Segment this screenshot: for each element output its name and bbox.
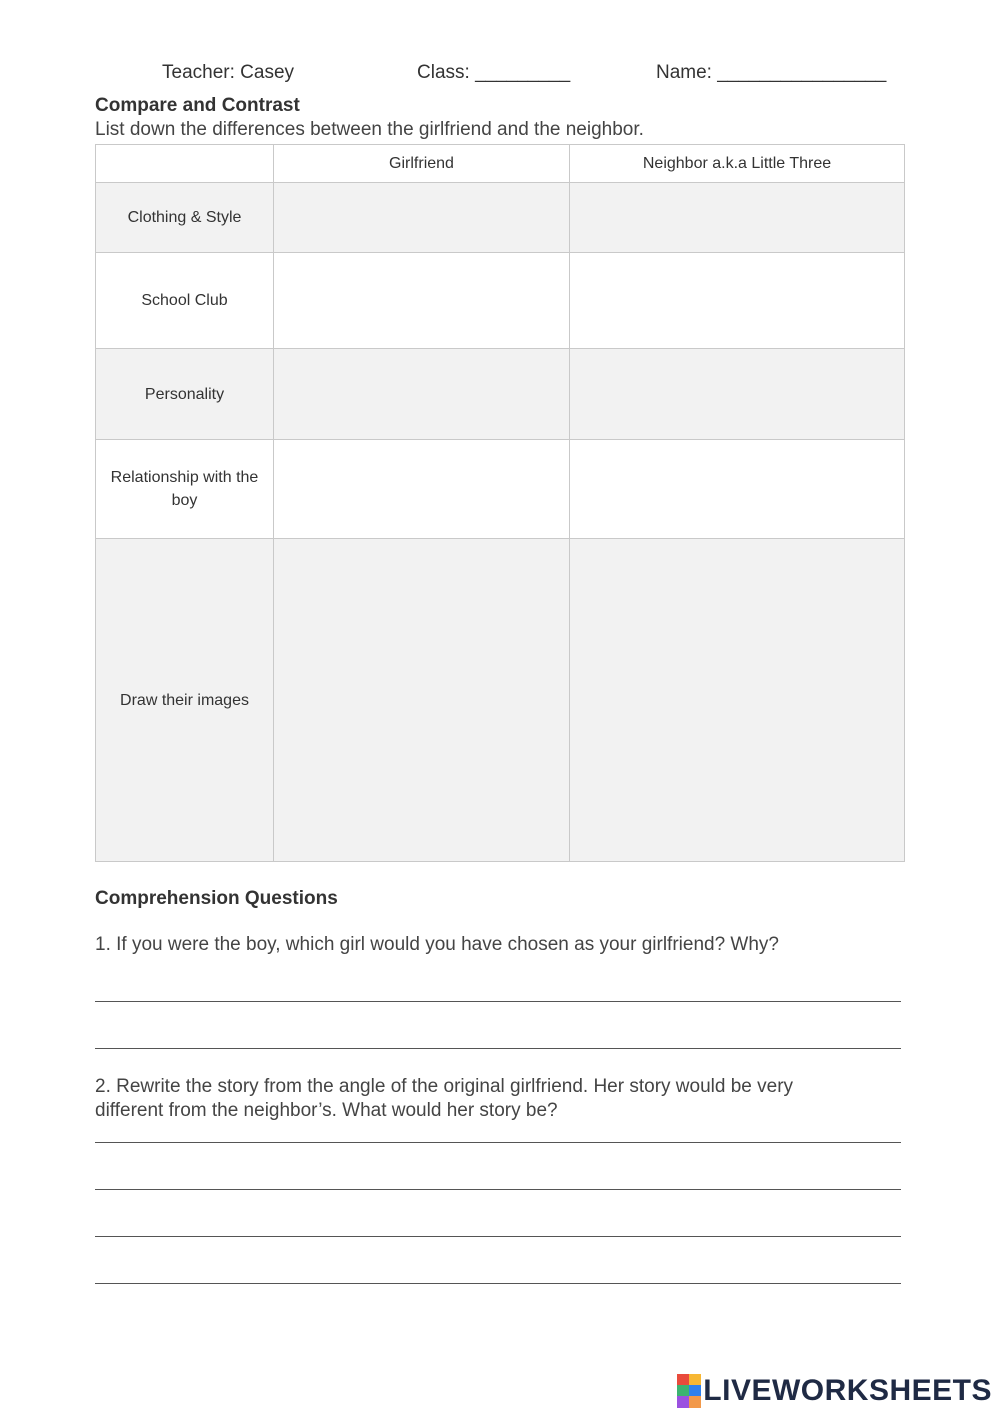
comprehension-title: Comprehension Questions — [95, 888, 338, 909]
class-field[interactable]: Class: _________ — [417, 62, 571, 83]
answer-line-q2-4[interactable] — [95, 1283, 901, 1284]
header-neighbor: Neighbor a.k.a Little Three — [570, 145, 905, 183]
row-label-relationship: Relationship with the boy — [96, 440, 274, 539]
answer-cell-girlfriend-clothing[interactable] — [274, 183, 570, 253]
table-row — [96, 440, 905, 539]
name-field[interactable]: Name: ________________ — [656, 62, 887, 83]
question-1: 1. If you were the boy, which girl would you have chosen as your girlfriend? Why? — [95, 934, 779, 955]
answer-cell-girlfriend-personality[interactable] — [274, 349, 570, 440]
compare-table — [95, 144, 905, 862]
answer-cell-girlfriend-relationship[interactable] — [274, 440, 570, 539]
answer-cell-neighbor-personality[interactable] — [570, 349, 905, 440]
answer-line-q1-1[interactable] — [95, 1001, 901, 1002]
table-header-row — [96, 145, 905, 183]
row-label-draw: Draw their images — [96, 539, 274, 862]
liveworksheets-logo — [677, 1374, 992, 1408]
answer-line-q2-2[interactable] — [95, 1189, 901, 1190]
table-row — [96, 349, 905, 440]
row-label-personality: Personality — [96, 349, 274, 440]
answer-line-q2-3[interactable] — [95, 1236, 901, 1237]
answer-line-q2-1[interactable] — [95, 1142, 901, 1143]
question-2: 2. Rewrite the story from the angle of the original girlfriend. Her story would be very different from the neighbor’s. What would her story be? — [95, 1076, 794, 1121]
teacher-label: Teacher: Casey — [162, 62, 295, 83]
answer-cell-girlfriend-club[interactable] — [274, 253, 570, 349]
answer-cell-neighbor-clothing[interactable] — [570, 183, 905, 253]
table-row — [96, 539, 905, 862]
logo-mark-icon — [677, 1374, 701, 1408]
table-row — [96, 183, 905, 253]
compare-instruction: List down the differences between the girlfriend and the neighbor. — [95, 119, 644, 140]
answer-line-q1-2[interactable] — [95, 1048, 901, 1049]
logo-text: LIVEWORKSHEETS — [703, 1374, 992, 1407]
drawing-cell-girlfriend[interactable] — [274, 539, 570, 862]
row-label-school-club: School Club — [96, 253, 274, 349]
answer-cell-neighbor-relationship[interactable] — [570, 440, 905, 539]
compare-title: Compare and Contrast — [95, 95, 300, 116]
drawing-cell-neighbor[interactable] — [570, 539, 905, 862]
table-row — [96, 253, 905, 349]
row-label-clothing: Clothing & Style — [96, 183, 274, 253]
header-girlfriend: Girlfriend — [274, 145, 570, 183]
answer-cell-neighbor-club[interactable] — [570, 253, 905, 349]
header-empty-cell — [96, 145, 274, 183]
